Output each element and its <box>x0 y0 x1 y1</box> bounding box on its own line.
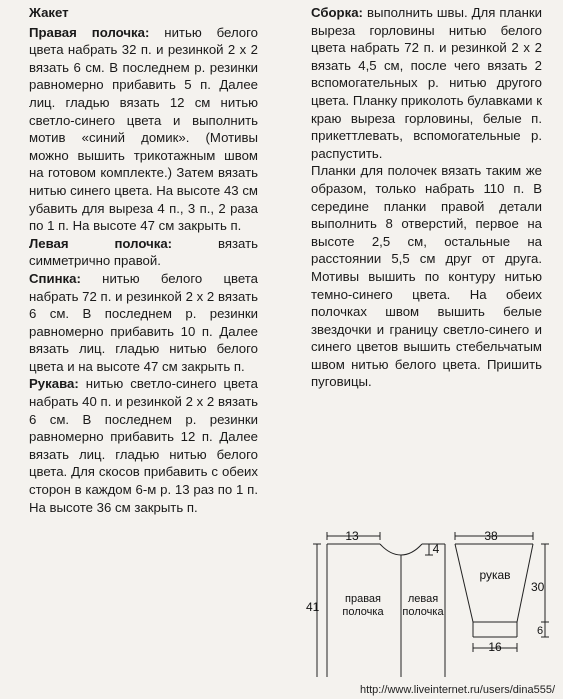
sleeve-left-slope <box>455 544 473 622</box>
section-heading: Левая полочка: <box>29 235 173 251</box>
right-text-column <box>311 4 542 391</box>
label-sleeve-bottom: 16 <box>488 640 502 654</box>
label-cuff-height: 6 <box>537 625 544 637</box>
paragraph <box>29 270 258 376</box>
label-top-width: 13 <box>345 529 359 543</box>
label-height: 41 <box>306 600 320 614</box>
section-text: вязать симметрично правой. <box>29 235 258 269</box>
section-heading: Правая полочка: <box>29 24 150 40</box>
pattern-diagram <box>305 527 555 677</box>
section-heading: Рукава: <box>29 376 79 392</box>
left-paragraphs <box>29 24 258 517</box>
paragraph <box>29 24 258 235</box>
neck-curve-right <box>401 544 422 555</box>
paragraph <box>311 162 542 391</box>
label-sleeve-height: 30 <box>531 580 545 594</box>
section-heading: Спинка: <box>29 270 81 286</box>
paragraph <box>311 4 542 162</box>
label-sleeve: рукав <box>479 568 511 582</box>
section-text: выполнить швы. Для планки выреза горловины нитью белого цвета набрать 72 п. и резинкой 2 х 2 вязать 4,5 см, после чего вязать 2 вспомогательных р. нитью другого цвета. Планку приколоть булавками к краю выреза горловины, белые п. прикеттлевать, вспомогательные р. распустить. <box>311 5 542 161</box>
section-text: нитью светло-синего цвета набрать 40 п. и резинкой 2 х 2 вязать 6 см. В последнем р. резинки равномерно прибавить 12 п. Далее вязать лиц. гладью нитью белого цвета. Для скосов прибавить с обеих сторон в каждом 6-м р. 13 раз по 1 п. На высоте 36 см закрыть п. <box>29 376 258 515</box>
right-paragraphs <box>311 4 542 391</box>
section-heading: Сборка: <box>311 5 363 20</box>
paragraph <box>29 235 258 270</box>
pattern-diagram-svg <box>305 527 555 677</box>
label-neck-drop: 4 <box>432 542 440 556</box>
section-text: нитью белого цвета набрать 72 п. и резинкой 2 х 2 вязать 6 см. В последнем р. резинки равномерно прибавить 10 п. Далее вязать лиц. гладью нитью белого цвета и на высоте 47 см закрыть п. <box>29 270 258 374</box>
document-title: Жакет <box>29 5 69 20</box>
label-right-front-1: правая <box>345 593 381 605</box>
neck-curve-left <box>380 544 401 555</box>
left-text-column <box>29 4 258 516</box>
label-left-front-2: полочка <box>402 606 444 618</box>
watermark-url: http://www.liveinternet.ru/users/dina555/ <box>359 684 555 696</box>
section-text: нитью белого цвета набрать 32 п. и резинкой 2 х 2 вязать 6 см. В последнем р. резинки равномерно прибавить 5 п. Далее лиц. гладью вязать 12 см нитью светло-синего цвета и выполнить мотив «синий домик». (Мотивы можно вышить трикотажным швом на готовом комплекте.) Затем вязать нитью синего цвета. На высоте 43 см убавить для выреза 4 п., 3 п., 2 раза по 1 п. На высоте 47 см закрыть п. <box>29 24 258 234</box>
section-text: Планки для полочек вязать таким же образом, только набрать 110 п. В середине планки правой детали выполнить 8 отверстий, первое на высоте 2,5 см, остальные на расстоянии 5,5 см друг от друга. Мотивы вышить по контуру нитью темно-синего цвета. На обеих полочках швом вышить белые звездочки и границу светло-синего и синего цветов вышить стебельчатым швом нитью белого цвета. Пришить пуговицы. <box>311 163 542 390</box>
paragraph <box>29 375 258 516</box>
label-sleeve-top: 38 <box>484 529 498 543</box>
label-right-front-2: полочка <box>342 606 384 618</box>
label-left-front-1: левая <box>407 593 439 605</box>
